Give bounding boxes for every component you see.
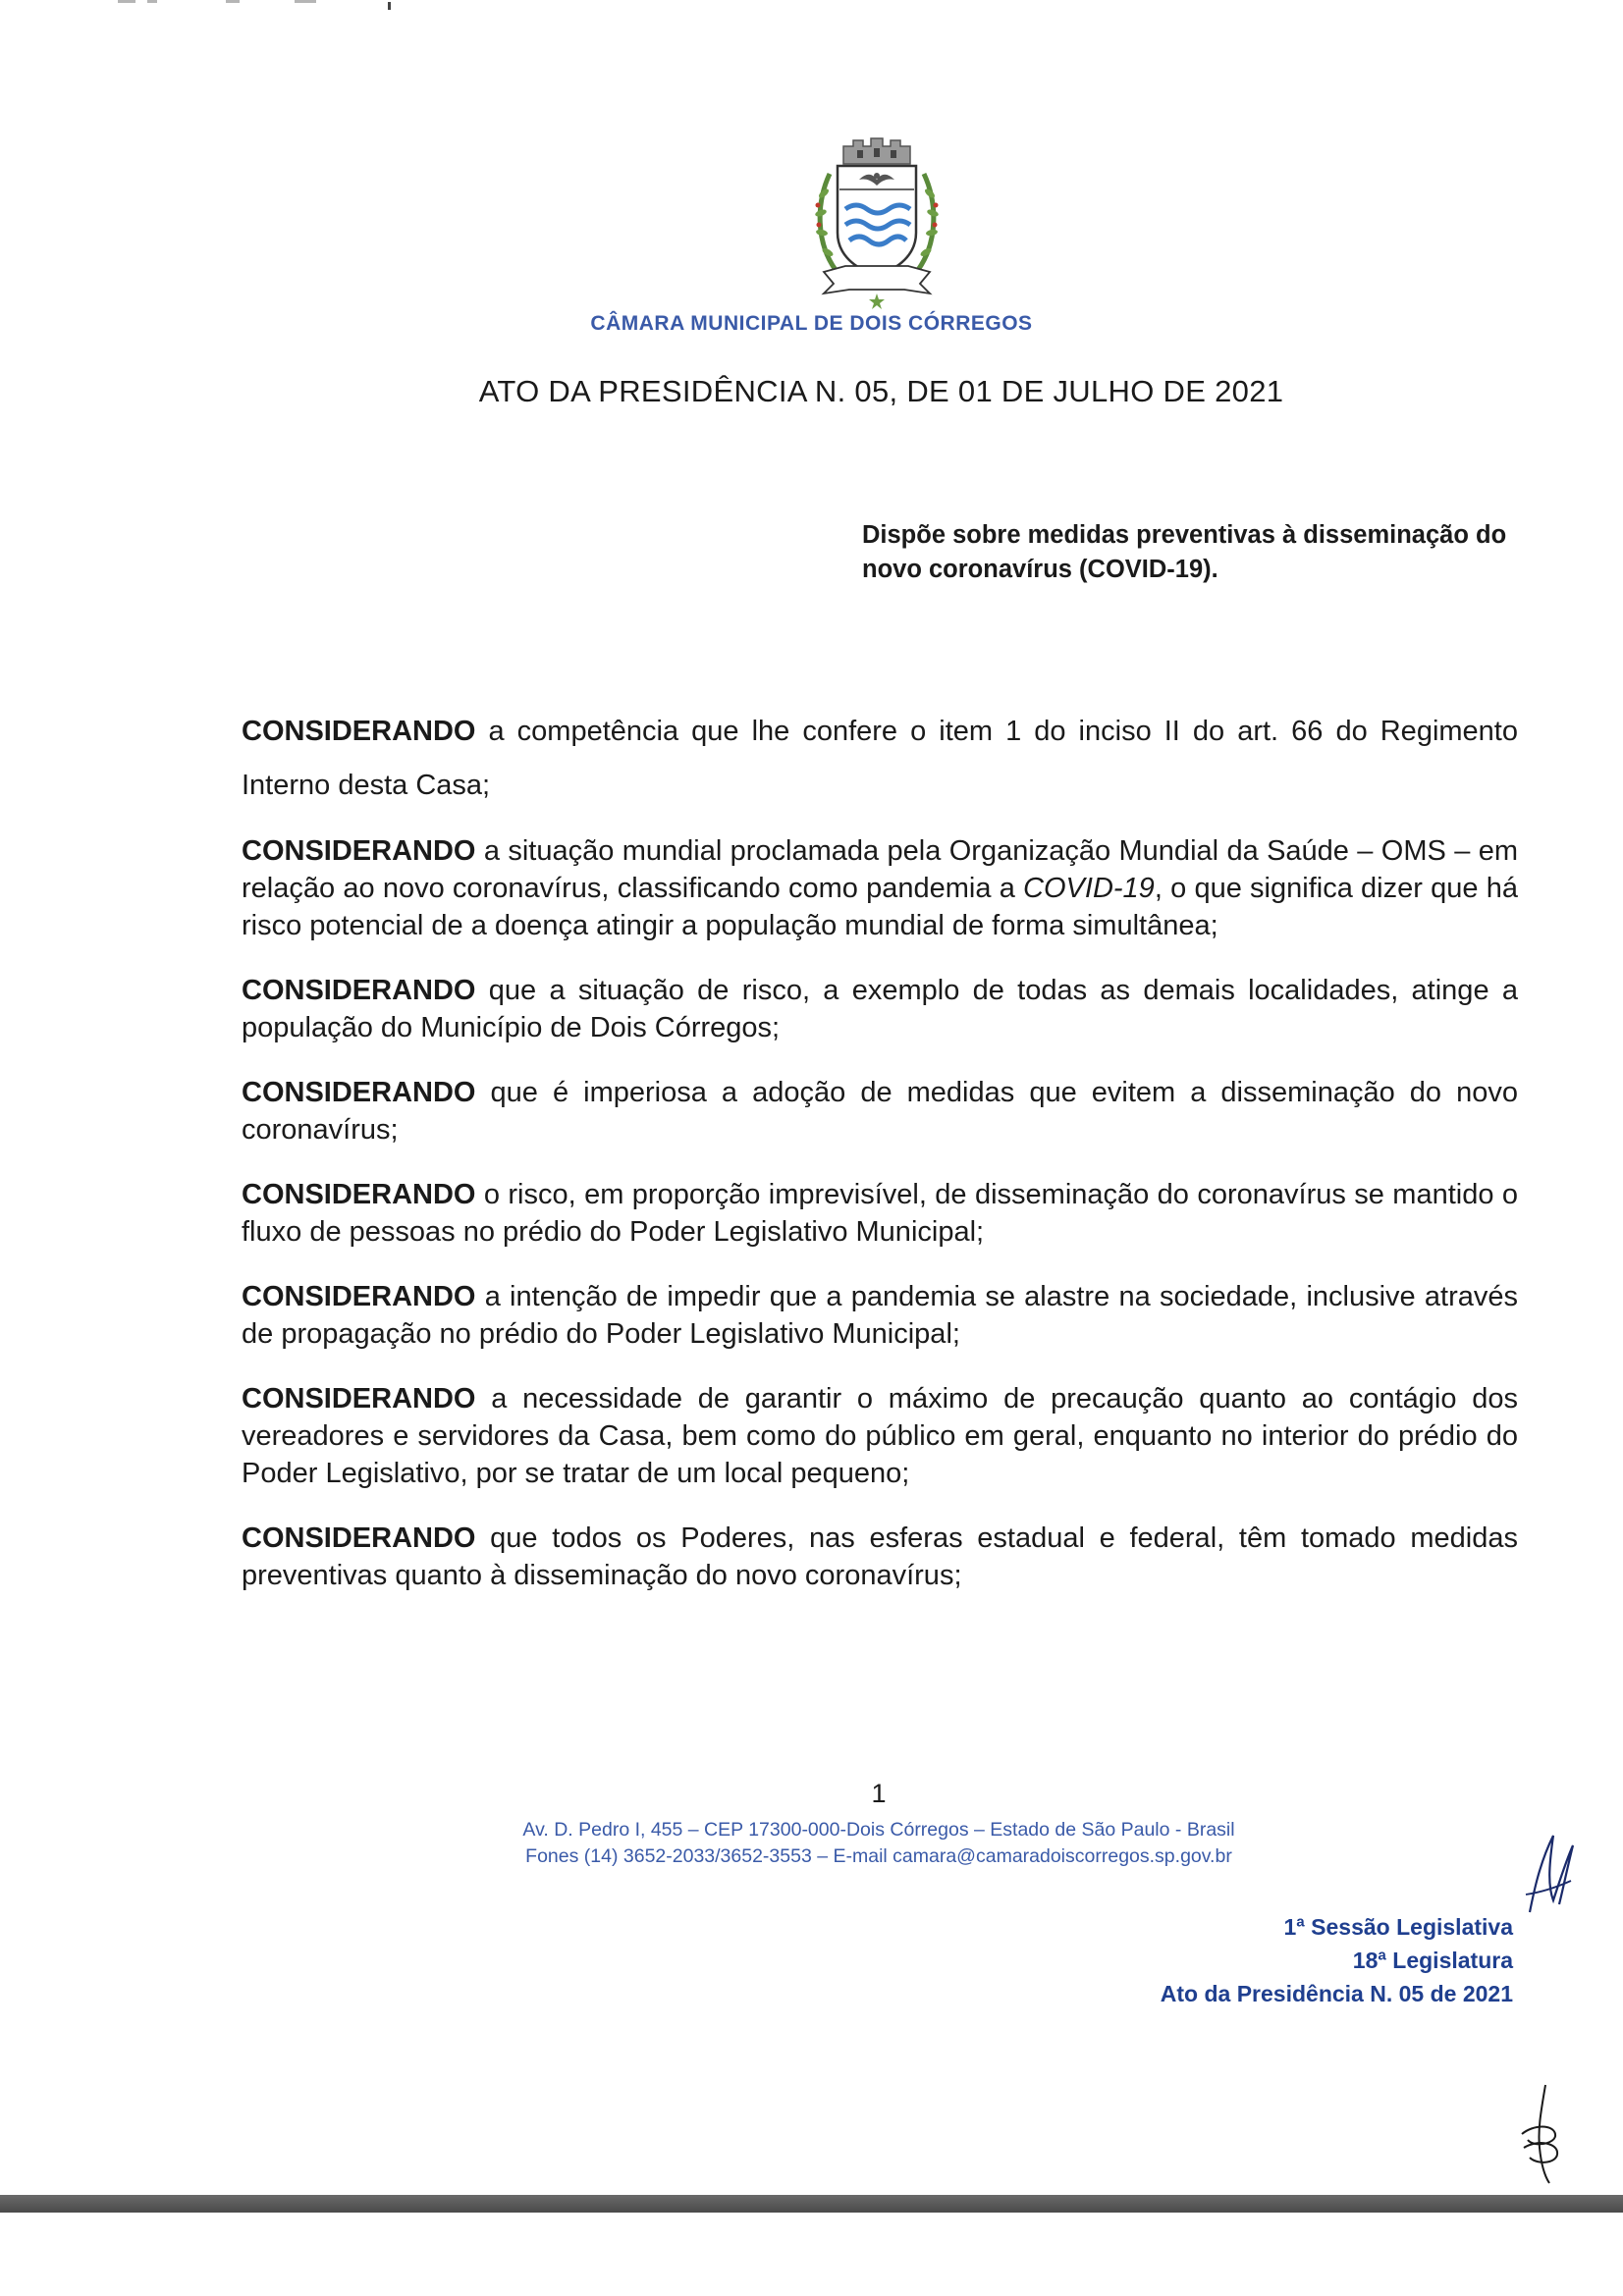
legislature-line: 18ª Legislatura xyxy=(1352,1948,1513,1973)
session-block xyxy=(1161,1910,1513,2010)
organization-name: CÂMARA MUNICIPAL DE DOIS CÓRREGOS xyxy=(590,312,1033,335)
session-line: 1ª Sessão Legislativa xyxy=(1283,1914,1513,1940)
document-body xyxy=(242,705,1518,1622)
coat-of-arms-icon xyxy=(810,134,944,309)
considerando-paragraph-5: CONSIDERANDO o risco, em proporção imprevisível, de disseminação do coronavírus se mantido o fluxo de pessoas no prédio do Poder Legislativo Municipal; xyxy=(242,1179,1518,1248)
page-number: 1 xyxy=(871,1779,887,1808)
considerando-paragraph-6: CONSIDERANDO a intenção de impedir que a pandemia se alastre na sociedade, inclusive através de propagação no prédio do Poder Legislativo Municipal; xyxy=(242,1281,1518,1350)
scan-artifact xyxy=(0,0,412,12)
signature-mark-icon xyxy=(1512,2079,1571,2187)
considerando-paragraph-3: CONSIDERANDO que a situação de risco, a exemplo de todas as demais localidades, atinge a população do Município de Dois Córregos; xyxy=(242,975,1518,1043)
signature-initials-icon xyxy=(1520,1824,1579,1922)
considerando-paragraph-4: CONSIDERANDO que é imperiosa a adoção de medidas que evitem a disseminação do novo coronavírus; xyxy=(242,1077,1518,1146)
footer-contact: Fones (14) 3652-2033/3652-3553 – E-mail camara@camaradoiscorregos.sp.gov.br xyxy=(525,1845,1232,1867)
ementa-summary: Dispõe sobre medidas preventivas à disseminação do novo coronavírus (COVID-19). xyxy=(862,521,1507,583)
footer-address: Av. D. Pedro I, 455 – CEP 17300-000-Dois Córregos – Estado de São Paulo - Brasil xyxy=(522,1819,1235,1841)
considerando-paragraph-2: CONSIDERANDO a situação mundial proclamada pela Organização Mundial da Saúde – OMS – em relação ao novo coronavírus, classificando como pandemia a COVID-19, o que significa dizer que há risco potencial de a doença atingir a população mundial de forma simultânea; xyxy=(242,835,1518,941)
scan-edge-bar xyxy=(0,2195,1623,2213)
considerando-paragraph-7: CONSIDERANDO a necessidade de garantir o máximo de precaução quanto ao contágio dos vereadores e servidores da Casa, bem como do público em geral, enquanto no interior do prédio do Poder Legislativo, por se tratar de um local pequeno; xyxy=(242,1383,1518,1489)
considerando-paragraph-8: CONSIDERANDO que todos os Poderes, nas esferas estadual e federal, têm tomado medidas preventivas quanto à disseminação do novo coronavírus; xyxy=(242,1522,1518,1591)
considerando-paragraph-1: CONSIDERANDO a competência que lhe confere o item 1 do inciso II do art. 66 do Regimento Interno desta Casa; xyxy=(242,716,1518,801)
act-reference-line: Ato da Presidência N. 05 de 2021 xyxy=(1160,1981,1513,2006)
act-title: ATO DA PRESIDÊNCIA N. 05, DE 01 DE JULHO DE 2021 xyxy=(478,374,1284,408)
